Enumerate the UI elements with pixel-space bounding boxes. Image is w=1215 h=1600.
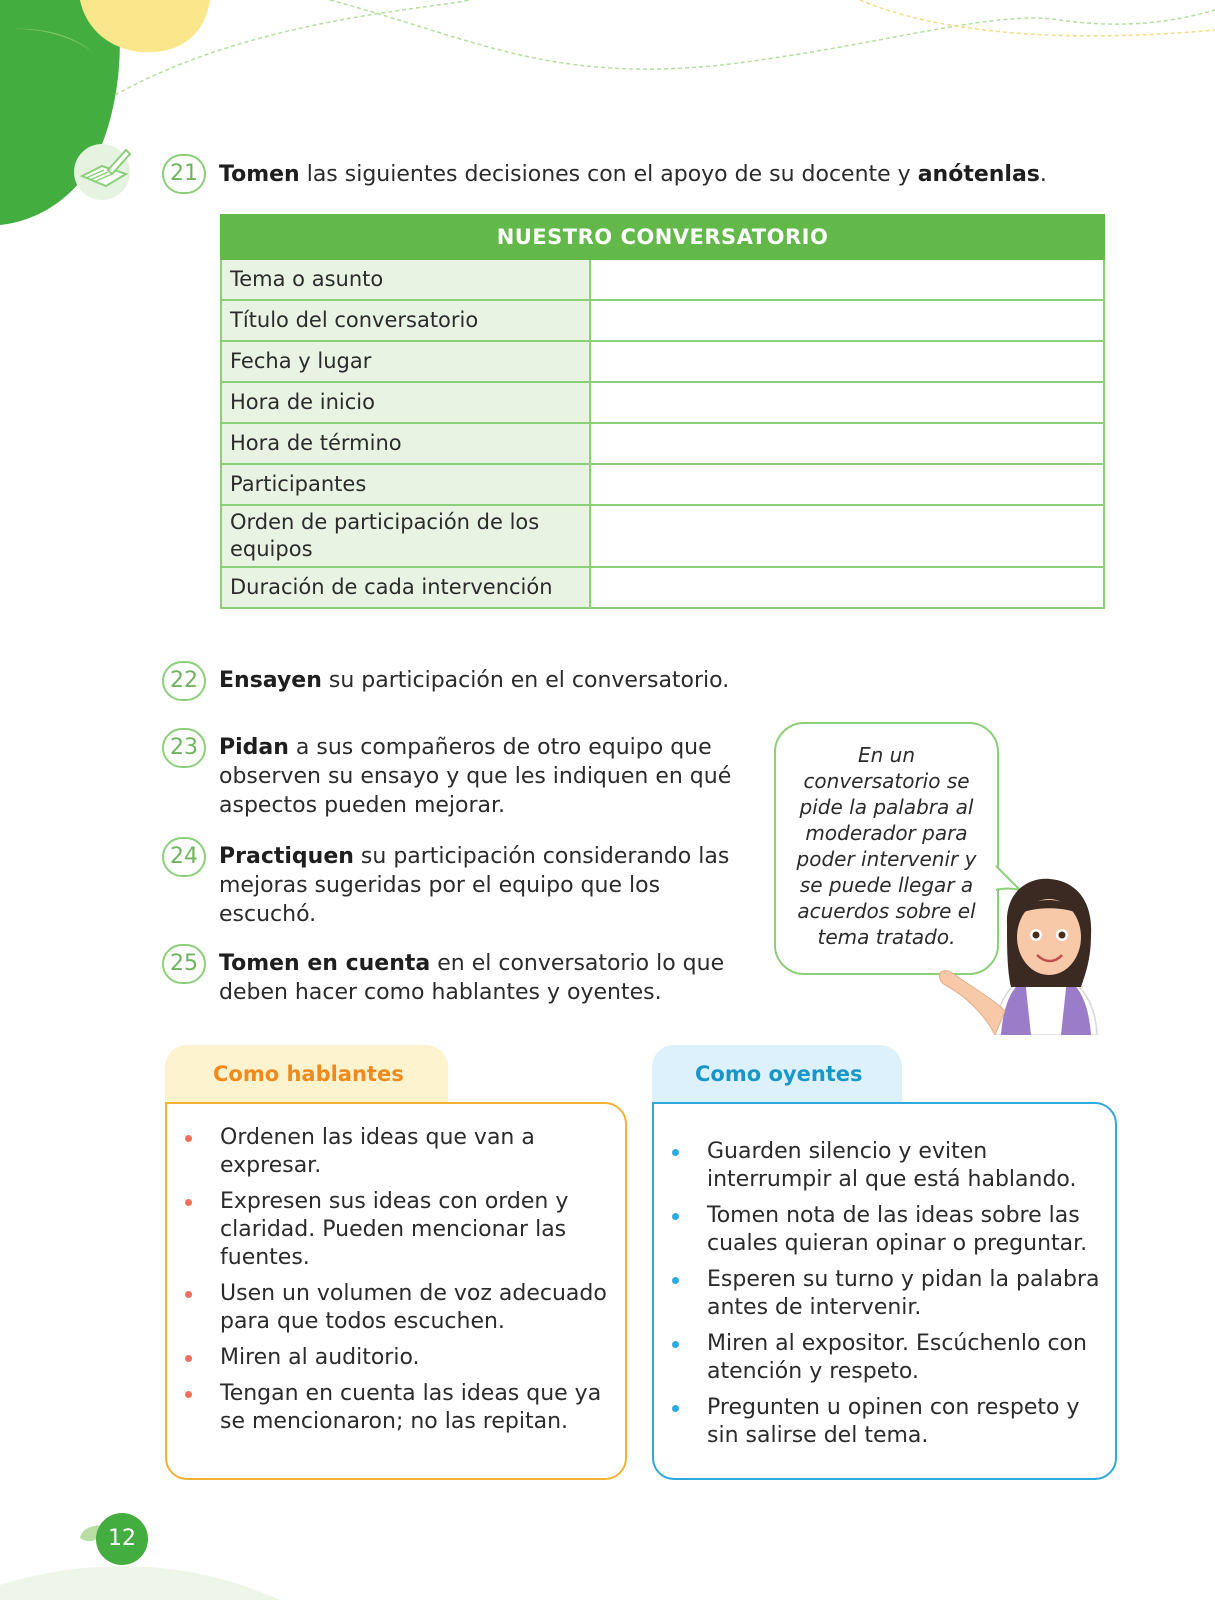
bullet-icon xyxy=(672,1405,679,1412)
notebook-pencil-icon xyxy=(72,140,136,202)
activity-number: 23 xyxy=(162,728,206,768)
list-item-text: Esperen su turno y pidan la palabra antes de intervenir. xyxy=(707,1267,1100,1320)
activity-text xyxy=(219,666,729,695)
activity-text xyxy=(219,842,732,929)
table-row-value[interactable] xyxy=(590,382,1104,423)
table-row-value[interactable] xyxy=(590,341,1104,382)
conversatorio-table xyxy=(220,214,1105,609)
list-item-text: Expresen sus ideas con orden y claridad. Pueden mencionar las fuentes. xyxy=(220,1189,569,1270)
table-title: NUESTRO CONVERSATORIO xyxy=(221,215,1104,259)
activity-end: . xyxy=(1039,162,1047,187)
hablantes-list xyxy=(165,1124,625,1444)
table-row-label: Orden de participación de los equipos xyxy=(221,505,590,567)
activity-text xyxy=(219,733,752,820)
activity-number: 21 xyxy=(162,154,206,194)
bullet-icon xyxy=(672,1277,679,1284)
activity-number: 24 xyxy=(162,837,206,877)
activity-verb: Tomen en cuenta xyxy=(219,951,431,976)
table-row-label: Fecha y lugar xyxy=(221,341,590,382)
bullet-icon xyxy=(185,1291,192,1298)
activity-verb: Ensayen xyxy=(219,668,322,693)
activity-number: 22 xyxy=(162,661,206,701)
list-item-text: Tomen nota de las ideas sobre las cuales quieran opinar o preguntar. xyxy=(707,1203,1088,1256)
list-item-text: Ordenen las ideas que van a expresar. xyxy=(220,1125,535,1178)
list-item xyxy=(652,1202,1114,1258)
bullet-icon xyxy=(185,1199,192,1206)
list-item xyxy=(165,1380,625,1436)
bullet-icon xyxy=(185,1391,192,1398)
list-item-text: Tengan en cuenta las ideas que ya se mencionaron; no las repitan. xyxy=(220,1381,602,1434)
activity-number: 25 xyxy=(162,944,206,984)
oyentes-title: Como oyentes xyxy=(695,1062,863,1086)
girl-illustration-icon xyxy=(935,875,1125,1035)
list-item xyxy=(165,1280,625,1336)
activity-body: en el conversatorio lo que deben hacer como hablantes y oyentes. xyxy=(219,951,725,1005)
table-row-label: Participantes xyxy=(221,464,590,505)
activity-verb: Tomen xyxy=(219,162,300,187)
list-item xyxy=(652,1330,1114,1386)
list-item-text: Pregunten u opinen con respeto y sin salirse del tema. xyxy=(707,1395,1080,1448)
list-item xyxy=(652,1394,1114,1450)
table-row-label: Hora de inicio xyxy=(221,382,590,423)
speech-bubble-text: En un conversatorio se pide la palabra al moderador para poder intervenir y se puede llegar a acuerdos sobre el tema tratado. xyxy=(796,743,977,949)
activity-text xyxy=(219,949,752,1007)
activity-23 xyxy=(162,728,752,820)
list-item xyxy=(165,1188,625,1272)
table-row-value[interactable] xyxy=(590,300,1104,341)
activity-body: su participación considerando las mejoras sugeridas por el equipo que los escuchó. xyxy=(219,844,730,927)
table-row-label: Tema o asunto xyxy=(221,259,590,300)
table-row-label: Hora de término xyxy=(221,423,590,464)
list-item-text: Guarden silencio y eviten interrumpir al que está hablando. xyxy=(707,1139,1077,1192)
activity-verb: Practiquen xyxy=(219,844,354,869)
list-item xyxy=(165,1124,625,1180)
list-item-text: Miren al expositor. Escúchenlo con atención y respeto. xyxy=(707,1331,1087,1384)
table-row-value[interactable] xyxy=(590,259,1104,300)
list-item-text: Miren al auditorio. xyxy=(220,1345,420,1370)
oyentes-list xyxy=(652,1138,1114,1458)
activity-body: a sus compañeros de otro equipo que observen su ensayo y que les indiquen en qué aspectos pueden mejorar. xyxy=(219,735,732,818)
table-row-label: Duración de cada intervención xyxy=(221,567,590,608)
activity-24 xyxy=(162,837,732,929)
list-item-text: Usen un volumen de voz adecuado para que todos escuchen. xyxy=(220,1281,607,1334)
hablantes-tab xyxy=(165,1045,448,1109)
bullet-icon xyxy=(185,1135,192,1142)
activity-bold: anótenlas xyxy=(917,162,1040,187)
bullet-icon xyxy=(185,1355,192,1362)
activity-22 xyxy=(162,661,862,701)
table-row-label: Título del conversatorio xyxy=(221,300,590,341)
activity-body: las siguientes decisiones con el apoyo de su docente y xyxy=(299,162,918,187)
activity-text xyxy=(219,160,1047,189)
activity-body: su participación en el conversatorio. xyxy=(321,668,730,693)
table-row-value[interactable] xyxy=(590,567,1104,608)
activity-21 xyxy=(162,154,1062,194)
bullet-icon xyxy=(672,1149,679,1156)
page-number: 12 xyxy=(96,1513,148,1565)
bullet-icon xyxy=(672,1341,679,1348)
table-row-value[interactable] xyxy=(590,505,1104,567)
table-row-value[interactable] xyxy=(590,464,1104,505)
activity-verb: Pidan xyxy=(219,735,289,760)
activity-25 xyxy=(162,944,752,1007)
bullet-icon xyxy=(672,1213,679,1220)
list-item xyxy=(165,1344,625,1372)
list-item xyxy=(652,1266,1114,1322)
hablantes-title: Como hablantes xyxy=(213,1062,404,1086)
table-row-value[interactable] xyxy=(590,423,1104,464)
list-item xyxy=(652,1138,1114,1194)
oyentes-tab xyxy=(652,1045,902,1109)
